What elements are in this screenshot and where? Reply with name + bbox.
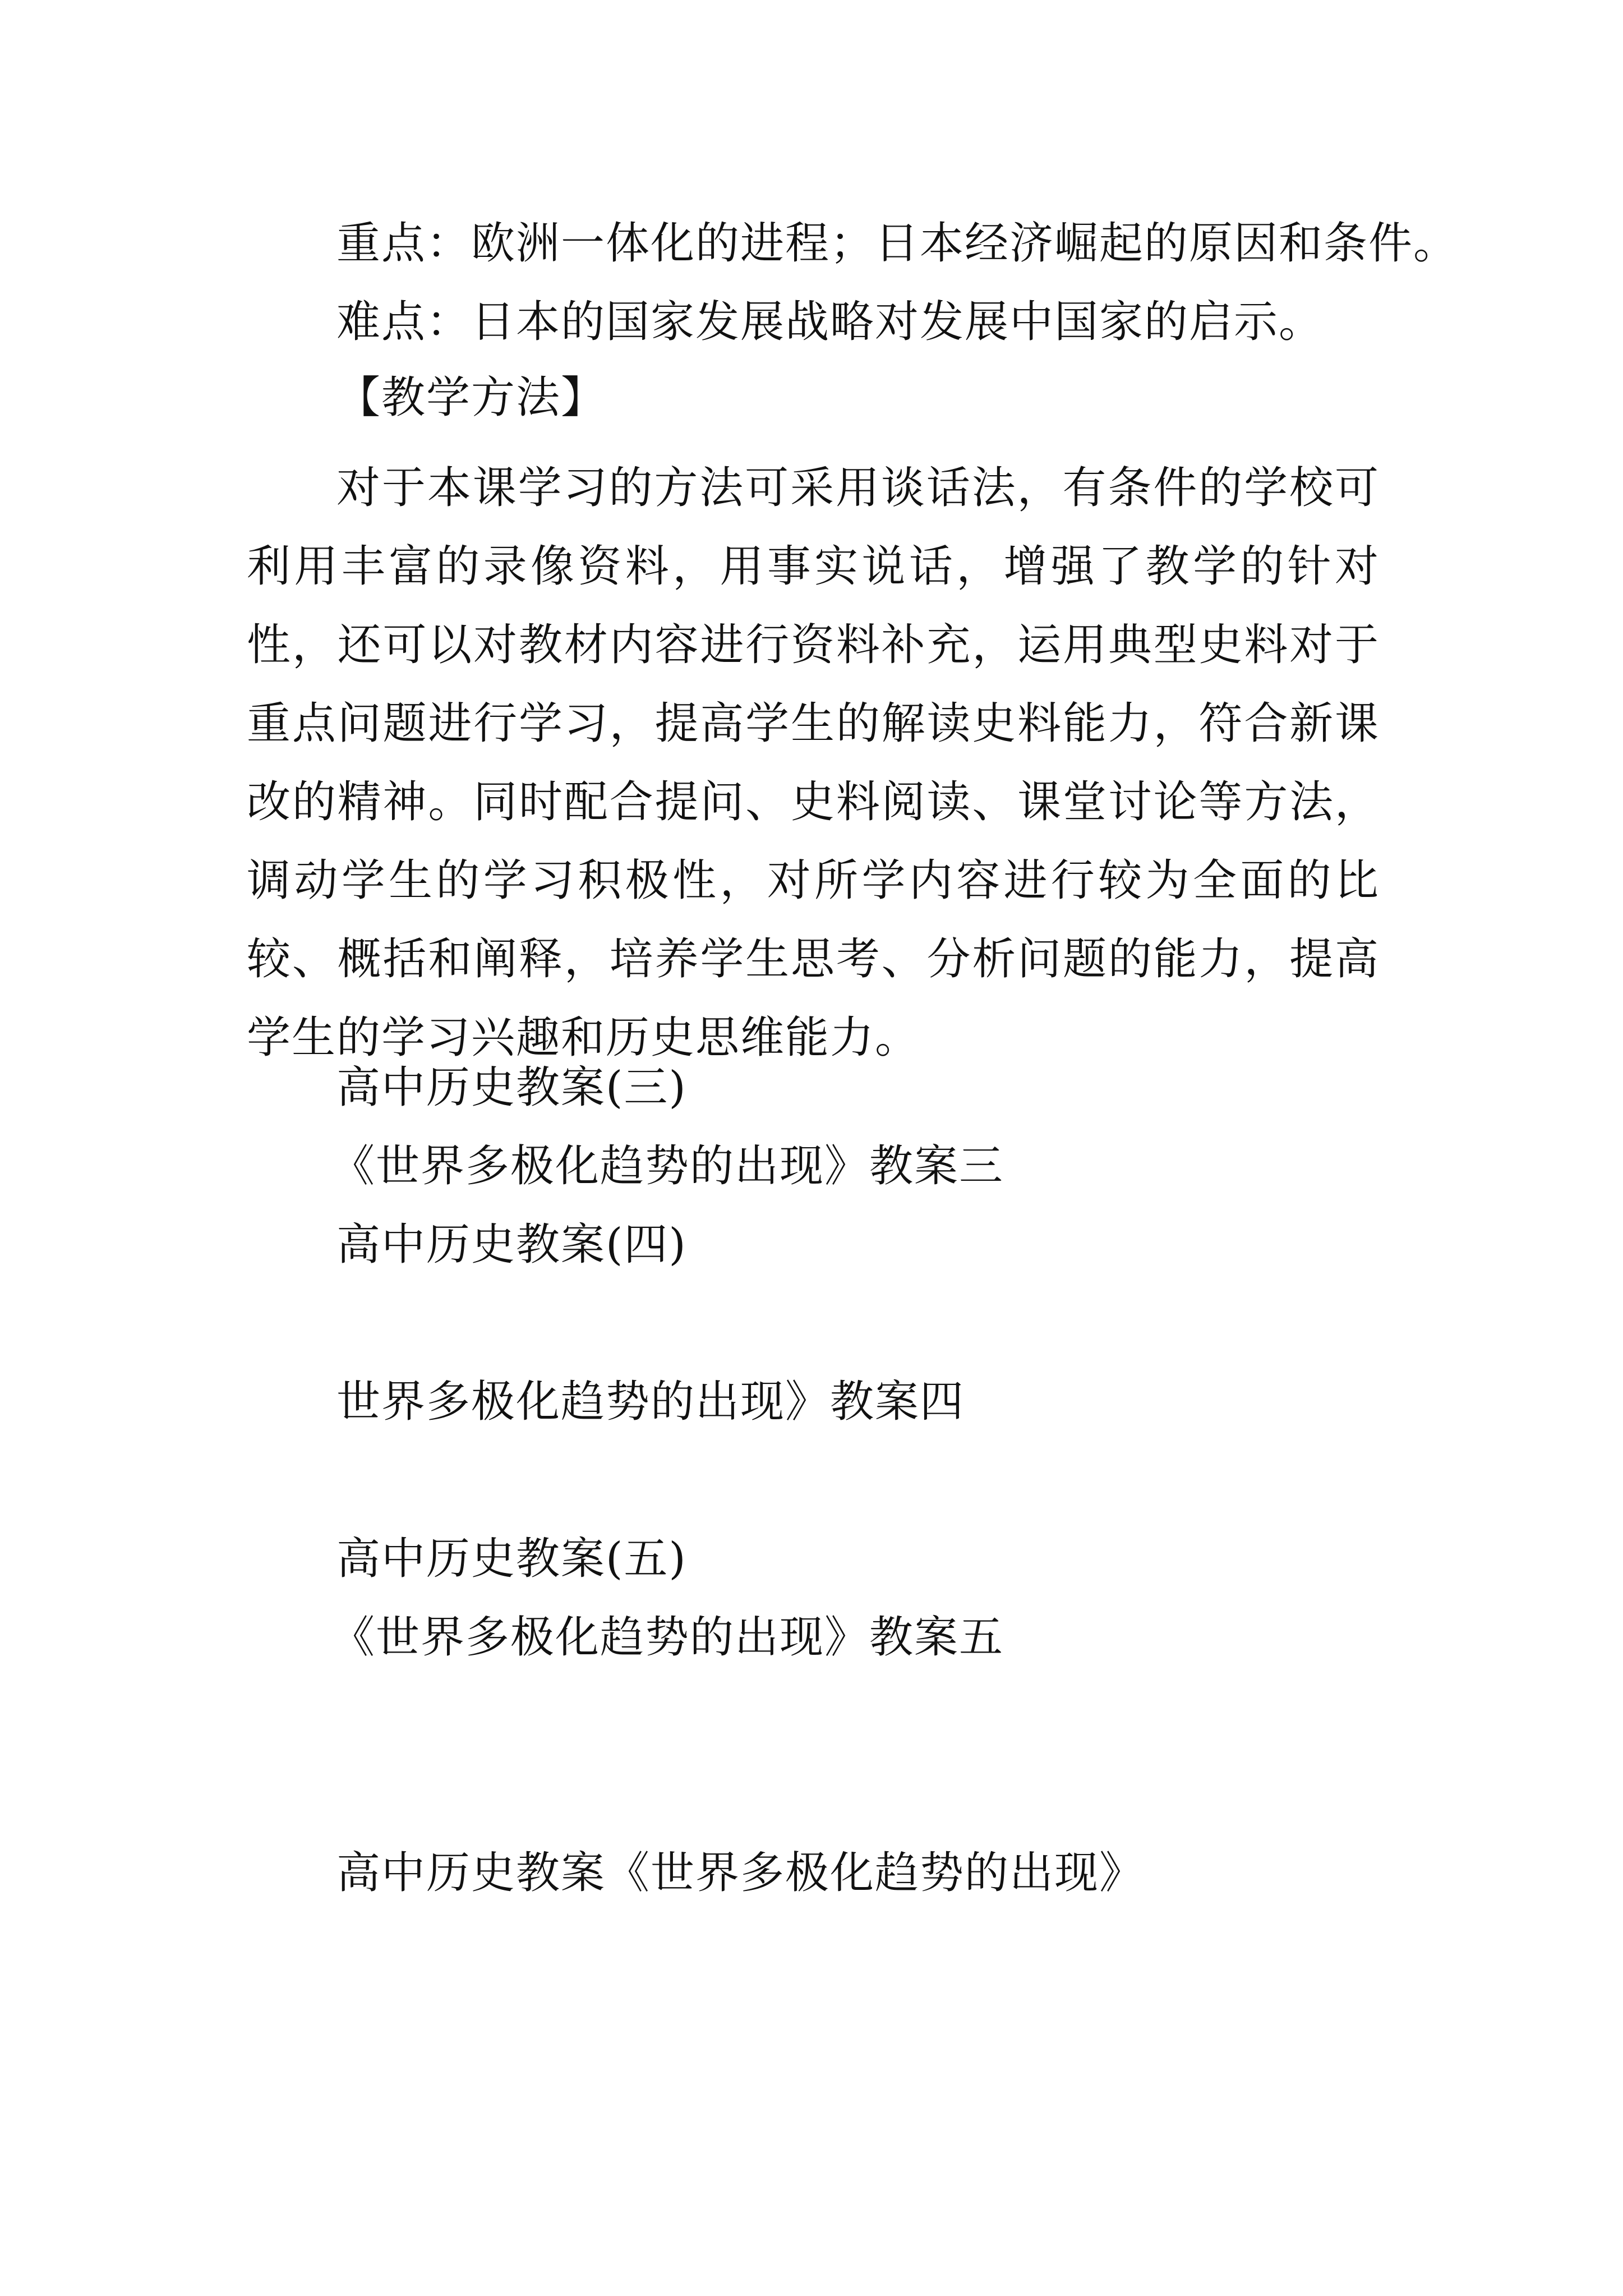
difficult-points-line: 难点：日本的国家发展战略对发展中国家的启示。 [336,297,1324,347]
section3-subtitle: 《世界多极化趋势的出现》教案三 [331,1141,1004,1191]
section3-title: 高中历史教案(三) [336,1062,687,1113]
key-points-line: 重点：欧洲一体化的进程；日本经济崛起的原因和条件。 [336,218,1459,269]
teaching-method-heading: 【教学方法】 [336,372,606,423]
section4-subtitle: 世界多极化趋势的出现》教案四 [336,1377,965,1427]
section5-title: 高中历史教案(五) [336,1534,687,1584]
section4-title: 高中历史教案(四) [336,1220,687,1270]
final-title: 高中历史教案《世界多极化趋势的出现》 [336,1848,1145,1898]
teaching-method-paragraph: 对于本课学习的方法可采用谈话法，有条件的学校可利用丰富的录像资料，用事实说话，增强了教学的针对性，还可以对教材内容进行资料补充，运用典型史料对于重点问题进行学习，提高学生的解读史料能力，符合新课改的精神。同时配合提问、史料阅读、课堂讨论等方法，调动学生的学习积极性，对所学内容进行较为全面的比较、概括和阐释，培养学生思考、分析问题的能力，提高学生的学习兴趣和历史思维能力。 [247,463,1380,1063]
section5-subtitle: 《世界多极化趋势的出现》教案五 [331,1612,1004,1663]
